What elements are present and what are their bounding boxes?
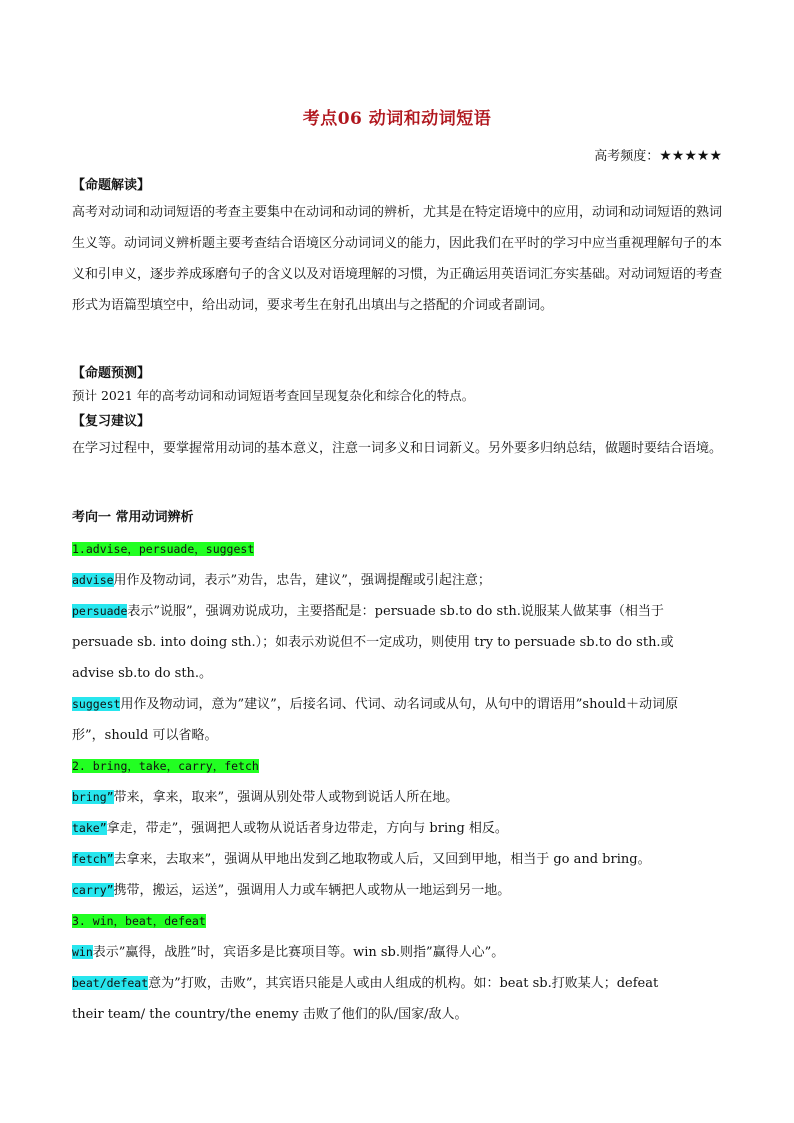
group-header: 2. bring，take，carry，fetch: [72, 759, 259, 773]
section-text: 在学习过程中，要掌握常用动词的基本意义，注意一词多义和日词新义。另外要多归纳总结，做题时要结合语境。: [72, 441, 723, 456]
page-title: 考点06 动词和动词短语: [302, 109, 492, 129]
keyword-take: take”: [72, 821, 107, 835]
definition-text: 意为”打败，击败”，其宾语只能是人或由人组成的机构。如：beat sb.打败某人；defeat: [148, 976, 659, 991]
definition-text: 带来，拿来，取来”，强调从别处带人或物到说话人所在地。: [113, 790, 459, 805]
section-text: 预计 2021 年的高考动词和动词短语考查回呈现复杂化和综合化的特点。: [72, 388, 475, 403]
keyword-fetch: fetch”: [72, 852, 114, 866]
verb-group-1: [72, 534, 722, 751]
keyword-bring: bring”: [72, 790, 114, 804]
section-heading: 【复习建议】: [72, 414, 151, 429]
section-prediction: [72, 363, 722, 407]
section-interpretation: [72, 175, 722, 321]
definition-text: 携带，搬运，运送”，强调用人力或车辆把人或物从一地运到另一地。: [113, 883, 511, 898]
definition-text: 拿走，带走”，强调把人或物从说话者身边带走，方向与 bring 相反。: [106, 821, 508, 836]
group-header: 3. win，beat，defeat: [72, 914, 206, 928]
keyword-persuade: persuade: [72, 604, 128, 618]
keyword-suggest: suggest: [72, 697, 121, 711]
section-heading: 【命题解读】: [72, 178, 151, 193]
section-heading: 【命题预测】: [72, 366, 151, 381]
keyword-advise: advise: [72, 573, 114, 587]
group-header: 1.advise，persuade，suggest: [72, 542, 255, 556]
definition-text: 用作及物动词，意为”建议”，后接名词、代词、动名词或从句，从句中的谓语用”should＋动词原: [120, 697, 679, 712]
direction-heading: 考向一 常用动词辨析: [72, 510, 194, 525]
section-text: 高考对动词和动词短语的考查主要集中在动词和动词的辨析，尤其是在特定语境中的应用，动词和动词短语的熟词生义等。动词词义辨析题主要考查结合语境区分动词词义的能力，因此我们在平时的学习中应当重视理解句子的本义和引申义，逐步养成琢磨句子的含义以及对语境理解的习惯，为正确运用英语词汇夯实基础。对动词短语的考查形式为语篇型填空中，给出动词，要求考生在射孔出填出与之搭配的介词或者副词。: [72, 205, 723, 313]
keyword-win: win: [72, 945, 93, 959]
section-review-advice: [72, 411, 722, 464]
definition-text: 形”，should 可以省略。: [72, 728, 218, 743]
definition-text: 去拿来，去取来”，强调从甲地出发到乙地取物或人后，又回到甲地，相当于 go and bring。: [113, 852, 651, 867]
definition-text: their team/ the country/the enemy 击败了他们的队/国家/敌人。: [72, 1007, 468, 1022]
keyword-carry: carry”: [72, 883, 114, 897]
definition-text: advise sb.to do sth.。: [72, 666, 213, 681]
verb-group-3: [72, 906, 722, 1030]
definition-text: 表示”说服”，强调劝说成功，主要搭配是：persuade sb.to do sth.说服某人做某事（相当于: [127, 604, 664, 619]
exam-frequency: [594, 145, 722, 164]
frequency-stars: ★★★★★: [659, 148, 722, 164]
definition-text: persuade sb. into doing sth.）；如表示劝说但不一定成功，则使用 try to persuade sb.to do sth.或: [72, 635, 674, 650]
definition-text: 表示”赢得，战胜”时，宾语多是比赛项目等。win sb.则指”赢得人心”。: [92, 945, 505, 960]
verb-group-2: [72, 751, 722, 906]
keyword-beat-defeat: beat/defeat: [72, 976, 149, 990]
frequency-label: 高考频度：: [594, 149, 660, 164]
definition-text: 用作及物动词，表示”劝告，忠告，建议”，强调提醒或引起注意；: [113, 573, 491, 588]
